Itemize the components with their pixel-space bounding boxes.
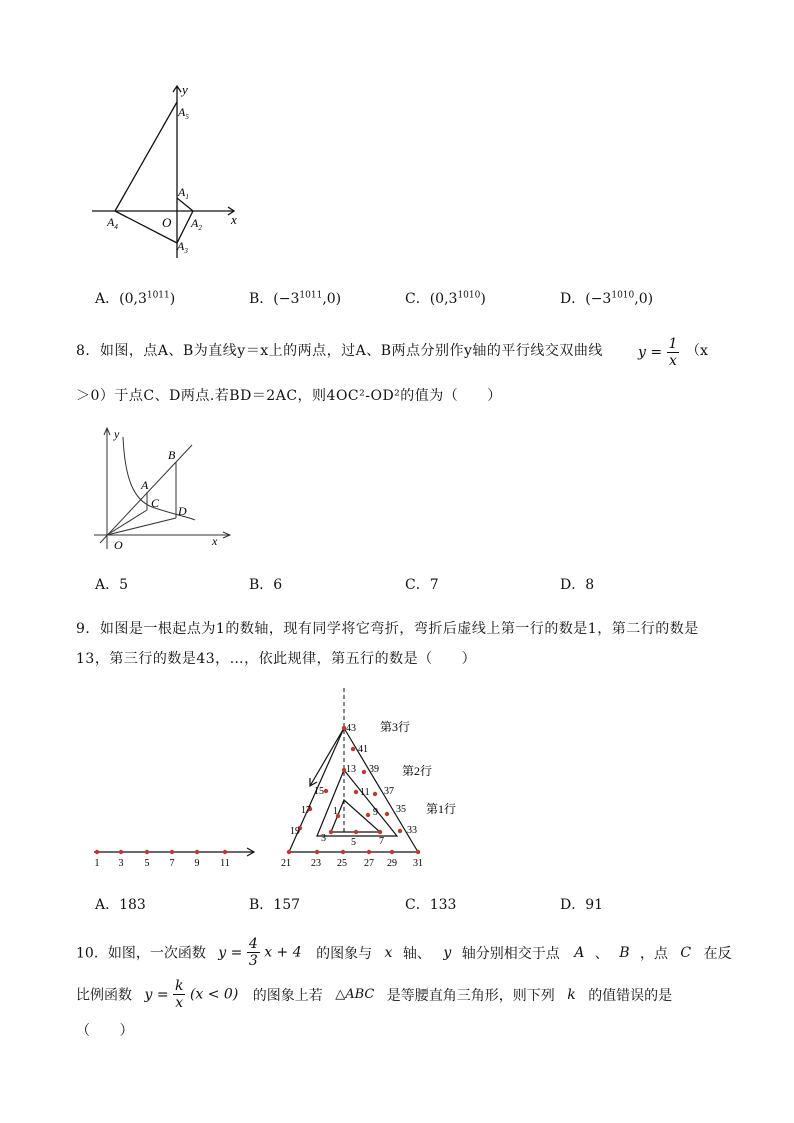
q8-option-b: B．6 xyxy=(249,577,283,593)
q7-label-a3: $A_3$ xyxy=(177,239,188,255)
q9-num-39: 39 xyxy=(369,764,379,775)
q7-label-a4: $A_4$ xyxy=(107,215,118,231)
q8-option-a: A．5 xyxy=(95,577,129,593)
q10-stem-line2: 比例函数 y = $\frac{k}{x}$ (x < 0) 的图象上若 △ABC 是等腰直角三角形，则下列 k 的值错误的是 xyxy=(76,978,673,1011)
q8-stem-line1: 8．如图，点A、B为直线y＝x上的两点，过A、B两点分别作y轴的平行线交双曲线 xyxy=(76,343,603,359)
q9-option-a: A．183 xyxy=(95,897,146,913)
q8-label-a: A xyxy=(141,478,149,492)
q9-option-c: C．133 xyxy=(405,897,457,913)
q8-figure xyxy=(92,425,237,555)
q8-origin: O xyxy=(114,538,123,552)
q9-axis-num-11: 11 xyxy=(220,858,230,869)
q9-axis-num-7: 7 xyxy=(169,858,175,869)
q9-num-9: 9 xyxy=(373,807,378,818)
q9-option-b: B．157 xyxy=(249,897,301,913)
q9-axis-num-1: 1 xyxy=(94,858,100,869)
q9-num-13: 13 xyxy=(346,764,356,775)
q7-axis-x: x xyxy=(231,212,237,227)
q9-num-29: 29 xyxy=(387,858,397,869)
q8-option-d: D．8 xyxy=(560,577,595,593)
q7-option-c: C．$(0,3^{1010})$ xyxy=(405,290,486,307)
q9-num-15: 15 xyxy=(314,786,324,797)
q8-axis-y: y xyxy=(114,427,120,441)
q9-axis-num-5: 5 xyxy=(144,858,150,869)
q9-num-3: 3 xyxy=(321,833,326,844)
q7-label-a1: $A_1$ xyxy=(178,185,189,201)
q9-num-25: 25 xyxy=(337,858,347,869)
q8-stem-tail: （x xyxy=(686,343,708,359)
q9-num-37: 37 xyxy=(384,786,394,797)
q8-label-d: D xyxy=(178,504,187,518)
q9-num-23: 23 xyxy=(311,858,321,869)
q8-function: y = $\frac{1}{x}$ xyxy=(638,336,678,369)
q8-stem-line2: ＞0）于点C、D两点.若BD＝2AC，则4OC²-OD²的值为（ ） xyxy=(76,388,502,404)
q9-num-21: 21 xyxy=(281,858,291,869)
q9-num-7: 7 xyxy=(379,836,384,847)
q9-num-19: 19 xyxy=(290,826,300,837)
q9-num-31: 31 xyxy=(413,858,423,869)
q7-label-a2: $A_2$ xyxy=(191,216,202,232)
q9-row-label-2: 第2行 xyxy=(402,764,433,778)
q9-row-label-1: 第1行 xyxy=(426,802,457,816)
q9-num-27: 27 xyxy=(364,858,374,869)
q7-axis-y: y xyxy=(182,82,188,97)
q9-axis-num-9: 9 xyxy=(194,858,200,869)
q9-axis-num-3: 3 xyxy=(118,858,124,869)
q7-option-b: B．$(-3^{1011},0)$ xyxy=(249,290,342,307)
q7-option-d: D．$(-3^{1010},0)$ xyxy=(560,290,654,307)
q9-option-d: D．91 xyxy=(560,897,604,913)
q9-num-35: 35 xyxy=(396,804,406,815)
q7-origin: O xyxy=(162,215,172,230)
q9-figure xyxy=(88,688,478,873)
q8-axis-x: x xyxy=(212,534,218,548)
q9-stem-line1: 9．如图是一根起点为1的数轴，现有同学将它弯折，弯折后虚线上第一行的数是1，第二行的数是 xyxy=(76,621,699,637)
q9-num-17: 17 xyxy=(301,805,311,816)
q9-num-41: 41 xyxy=(358,744,368,755)
q7-option-a: A．$(0,3^{1011})$ xyxy=(95,290,176,307)
q8-label-b: B xyxy=(168,448,176,462)
q9-stem-line2: 13，第三行的数是43，…，依此规律，第五行的数是（ ） xyxy=(76,651,477,667)
q9-num-43: 43 xyxy=(346,723,356,734)
q9-num-11: 11 xyxy=(360,787,370,798)
q10-stem-line3: （ ） xyxy=(76,1023,134,1039)
q9-num-33: 33 xyxy=(407,825,417,836)
q9-row-label-3: 第3行 xyxy=(380,720,411,734)
q7-figure xyxy=(92,82,252,272)
q9-num-1: 1 xyxy=(333,806,338,817)
q8-option-c: C．7 xyxy=(405,577,439,593)
q7-label-a5: $A_5$ xyxy=(178,105,189,121)
q8-label-c: C xyxy=(151,496,160,510)
q9-num-5: 5 xyxy=(351,837,356,848)
q10-stem-line1: 10．如图，一次函数 y = $\frac{4}{3}$ x + 4 的图象与 x 轴、 y 轴分别相交于点 A 、 B ，点 C 在反 xyxy=(76,936,732,969)
